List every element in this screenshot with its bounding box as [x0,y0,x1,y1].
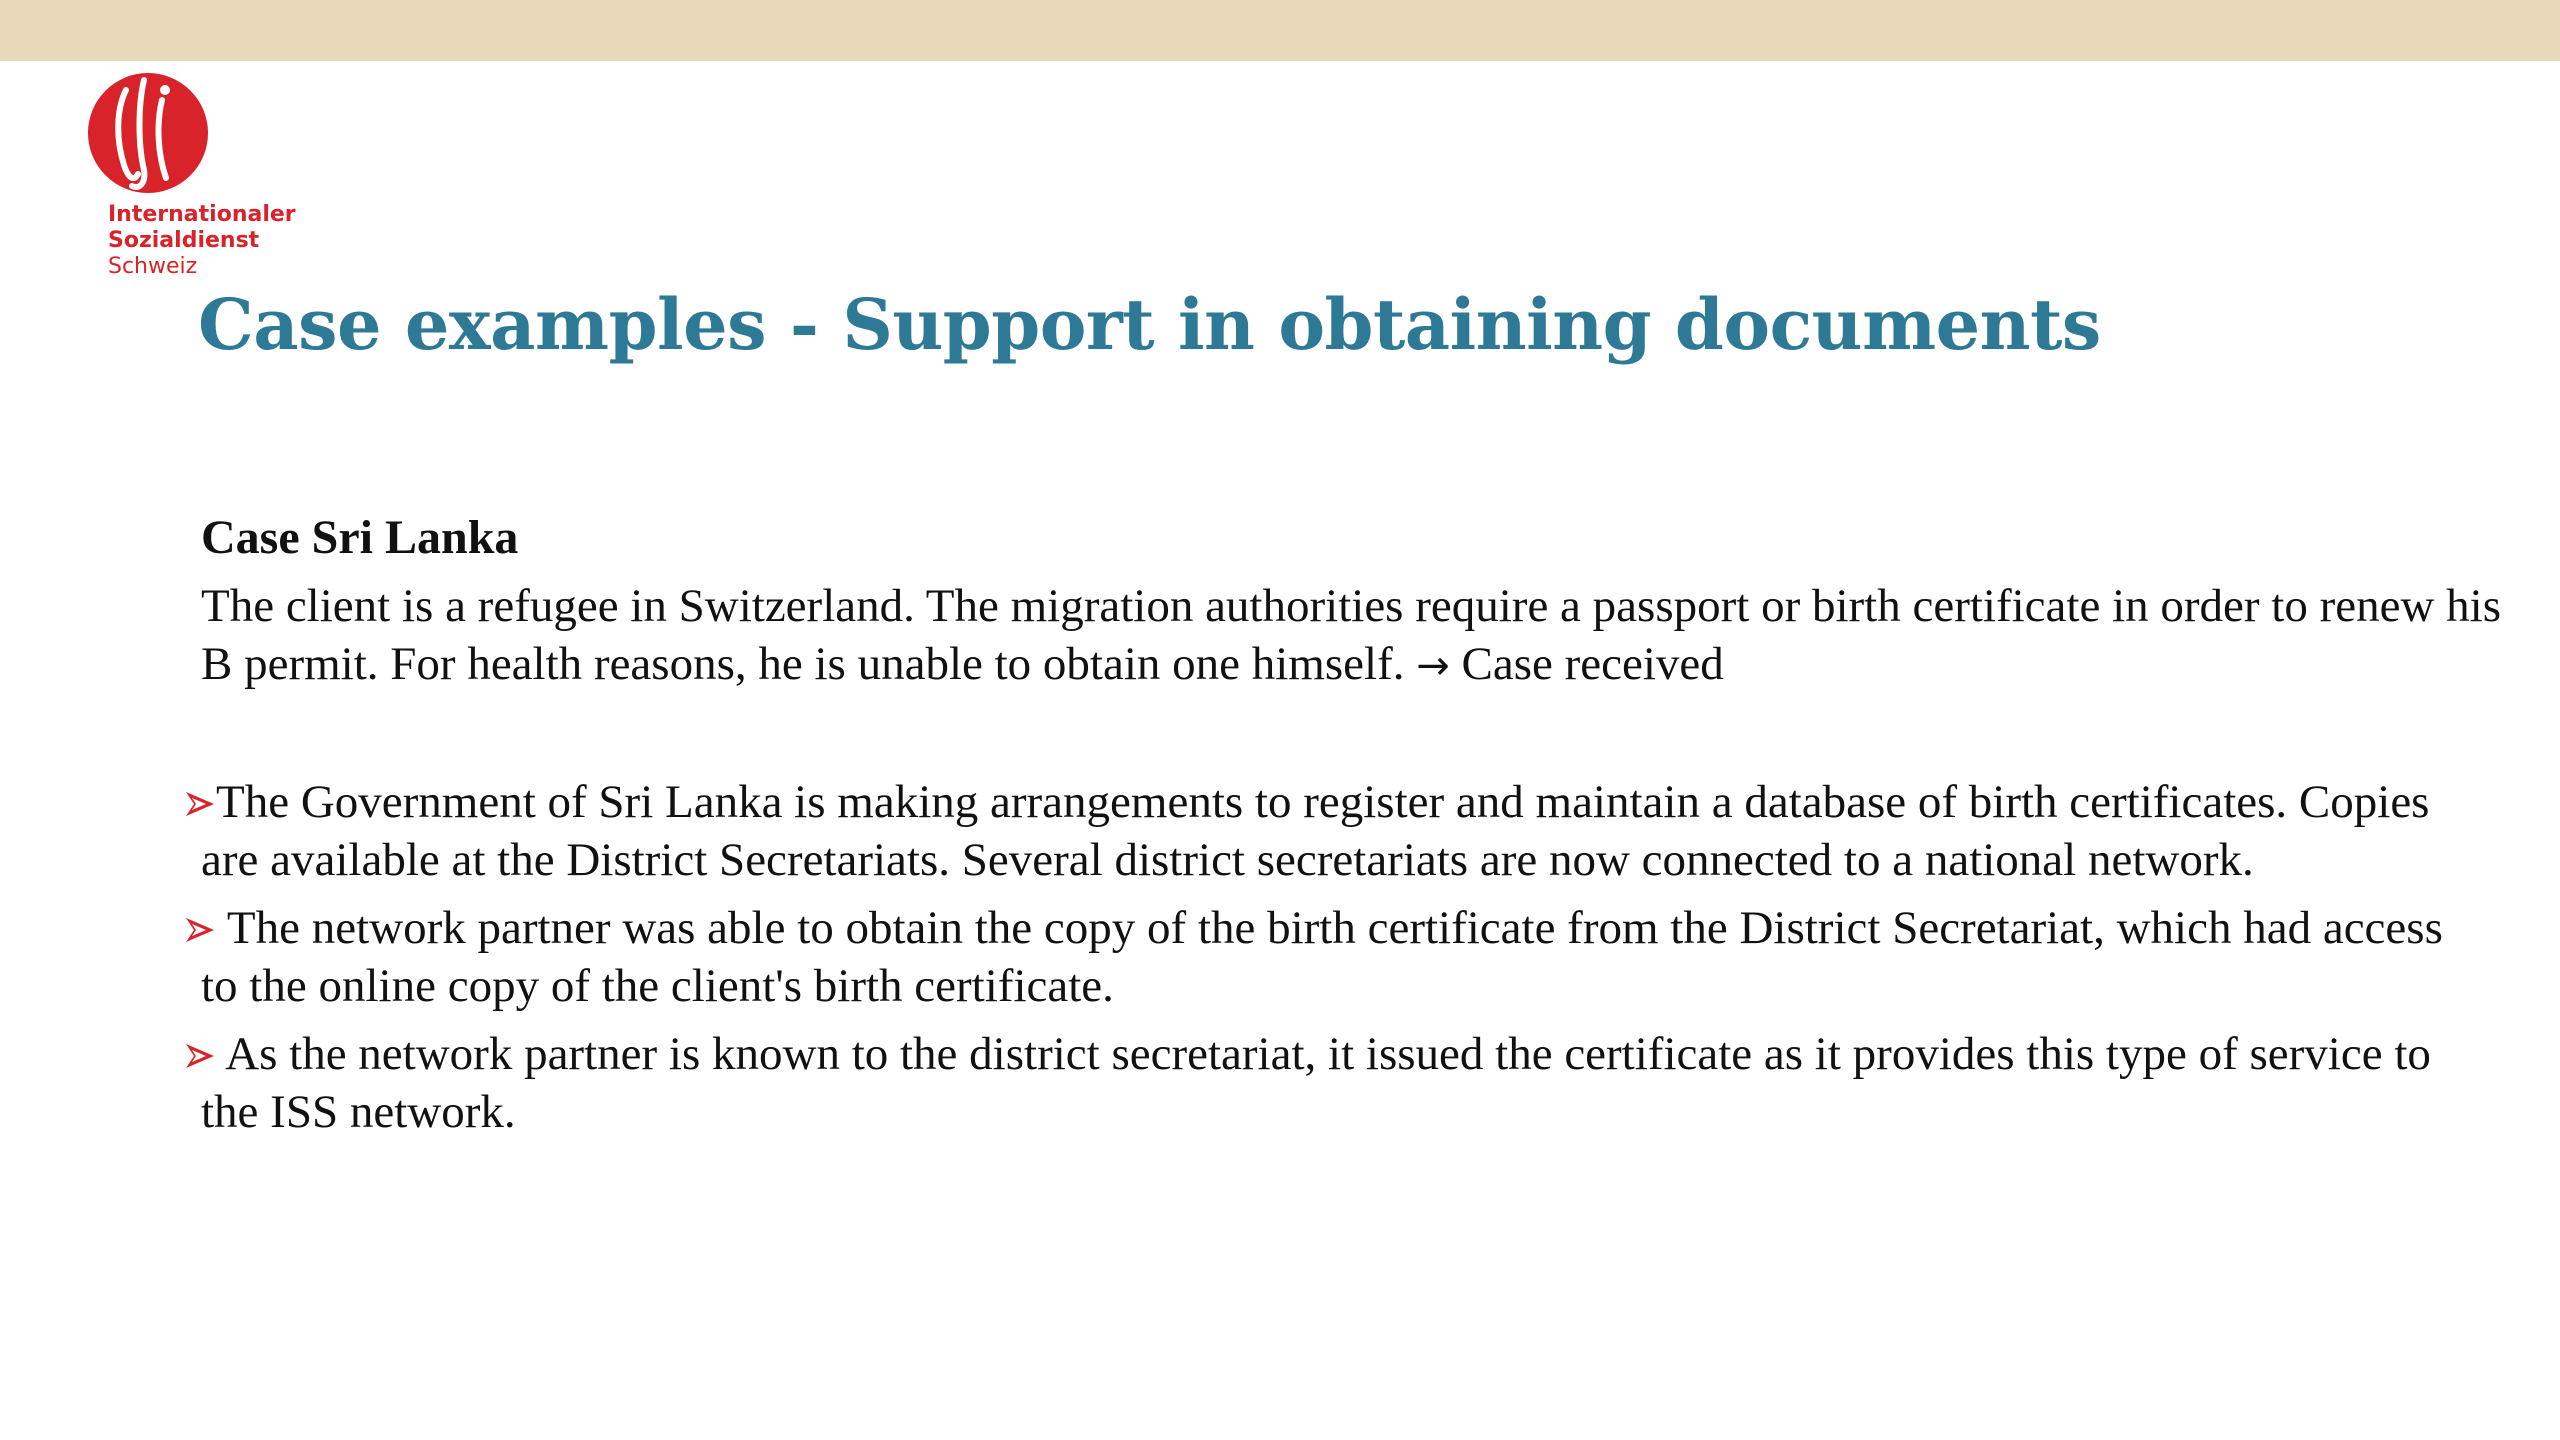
list-item [184,1026,2484,1141]
bullet-text: As the network partner is known to the district secretariat, it issued the certificate as it provides this type of service to the ISS network. [201,1028,2431,1138]
bullet-text: The Government of Sri Lanka is making arrangements to register and maintain a database of birth certificates. Copies are available at the District Secretariats. Several district secretariats are now connected to a national network. [201,776,2430,886]
logo-wordmark [108,202,296,280]
bullet-list [184,774,2484,1152]
slide-title: Case examples - Support in obtaining documents [198,283,2101,366]
intro-paragraph [201,577,2531,695]
iss-logo-mark-icon [86,70,210,196]
list-item [184,900,2484,1015]
arrow-bullet-icon [184,789,216,819]
arrow-bullet-icon [184,1041,216,1071]
logo-line-1: Internationaler [108,202,296,227]
arrow-bullet-icon [184,915,216,945]
right-arrow-icon: → [1416,643,1450,689]
bullet-text: The network partner was able to obtain the copy of the birth certificate from the District Secretariat, which had access to the online copy of the client's birth certificate. [201,902,2443,1012]
list-item [184,774,2484,889]
logo-line-2: Sozialdienst [108,228,260,253]
logo-line-3: Schweiz [108,254,198,279]
case-heading: Case Sri Lanka [201,511,519,564]
intro-text: The client is a refugee in Switzerland. The migration authorities require a passport or birth certificate in order to renew his B permit. For health reasons, he is unable to obtain one himself. [201,580,2502,690]
top-decorative-bar [0,0,2560,61]
intro-tail: Case received [1449,638,1724,690]
